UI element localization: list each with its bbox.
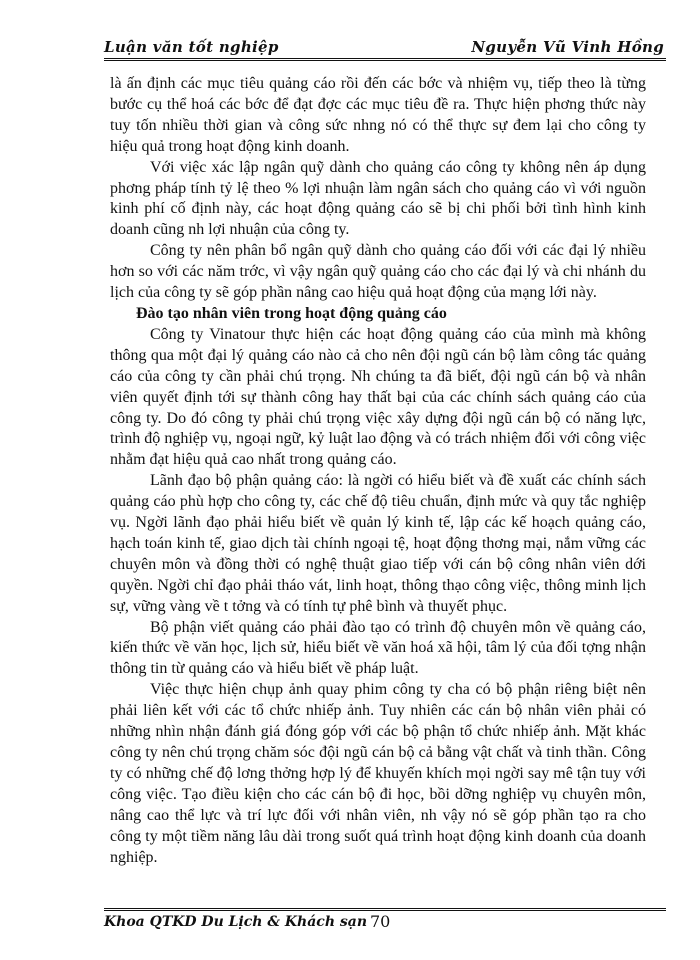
paragraph: Lãnh đạo bộ phận quảng cáo: là ngời có hiểu biết và đề xuất các chính sách quảng cáo phù hợp cho công ty, các chế độ tiêu chuẩn, định mức và quy tắc nghiệp vụ. Ngời lãnh đạo phải hiểu biết về quản lý kinh tế, lập các kế hoạch quảng cáo, hạch toán kinh tế, giao dịch tài chính ngoại tệ, hoạt động thơng mại, nắm vững các chuyên môn và đồng thời có nghệ thuật giao tiếp với cán bộ công nhân viên dới quyền. Ngời chỉ đạo phải tháo vát, linh hoạt, thông thạo công việc, thông minh lịch sự, vững vàng về t tởng và có tính tự phê bình và thuyết phục. (110, 472, 646, 615)
body-text (110, 74, 646, 868)
page-header (104, 34, 664, 56)
paragraph: Công ty nên phân bổ ngân quỹ dành cho quảng cáo đối với các đại lý nhiều hơn so với các năm trớc, vì vậy ngân quỹ quảng cáo cho các đại lý và chi nhánh du lịch của công ty sẽ góp phần nâng cao hiệu quả hoạt động của mạng lới này. (110, 242, 646, 302)
header-rule (104, 58, 666, 61)
footer-rule (104, 908, 666, 911)
paragraph: Bộ phận viết quảng cáo phải đào tạo có trình độ chuyên môn về quảng cáo, kiến thức về văn học, lịch sử, hiểu biết về văn hoá xã hội, tâm lý của đối tợng nhận thông tin từ quảng cáo và hiểu biết về pháp luật. (110, 618, 646, 678)
footer-faculty: Khoa QTKD Du Lịch & Khách sạn (104, 914, 367, 930)
page-footer (104, 912, 666, 936)
section-heading: Đào tạo nhân viên trong hoạt động quảng cáo (136, 304, 447, 322)
header-author-name: Nguyễn Vũ Vinh Hồng (471, 38, 664, 56)
paragraph: là ấn định các mục tiêu quảng cáo rồi đến các bớc và nhiệm vụ, tiếp theo là từng bước cụ thể hoá các bớc để đạt đợc các mục tiêu đề ra. Thực hiện phơng thức này tuy tốn nhiều thời gian và công sức nhng nó có thể thực sự đem lại cho công ty hiệu quả trong hoạt động kinh doanh. (110, 75, 646, 155)
header-thesis-title: Luận văn tốt nghiệp (104, 38, 279, 56)
paragraph: Việc thực hiện chụp ảnh quay phim công ty cha có bộ phận riêng biệt nên phải liên kết với các tổ chức nhiếp ảnh. Tuy nhiên các cán bộ nhân viên phải có những nhìn nhận đánh giá đóng góp với các bộ phận tổ chức nhiếp ảnh. Mặt khác công ty nên chú trọng chăm sóc đội ngũ cán bộ cả bằng vật chất và tinh thần. Công ty có những chế độ lơng thởng hợp lý để khuyến khích mọi ngời say mê tận tuy với công việc. Tạo điều kiện cho các cán bộ đi học, bồi dỡng nghiệp vụ chuyên môn, nâng cao thể lực và trí lực đối với nhân viên, nh vậy nó sẽ góp phần tạo ra cho công ty một tiềm năng lâu dài trong suốt quá trình hoạt động kinh doanh của doanh nghiệp. (110, 681, 646, 866)
paragraph: Công ty Vinatour thực hiện các hoạt động quảng cáo của mình mà không thông qua một đại lý quảng cáo nào cả cho nên đội ngũ cán bộ làm công tác quảng cáo của công ty cần phải chú trọng. Nh chúng ta đã biết, đội ngũ cán bộ và nhân viên quyết định tới sự thành công hay thất bại của các chính sách quảng cáo của công ty. Do đó công ty phải chú trọng việc xây dựng đội ngũ cán bộ có năng lực, trình độ nghiệp vụ, ngoại ngữ, kỷ luật lao động và có trách nhiệm đối với công việc nhằm đạt hiệu quả cao nhất trong quảng cáo. (110, 325, 646, 469)
paragraph: Với việc xác lập ngân quỹ dành cho quảng cáo công ty không nên áp dụng phơng pháp tính tỷ lệ theo % lợi nhuận làm ngân sách cho quảng cáo vì với nguồn kinh phí cố định này, các hoạt động quảng cáo sẽ bị chi phối bởi tình hình kinh doanh cũng nh lợi nhuận của công ty. (110, 158, 646, 239)
page-number: 70 (370, 912, 391, 931)
